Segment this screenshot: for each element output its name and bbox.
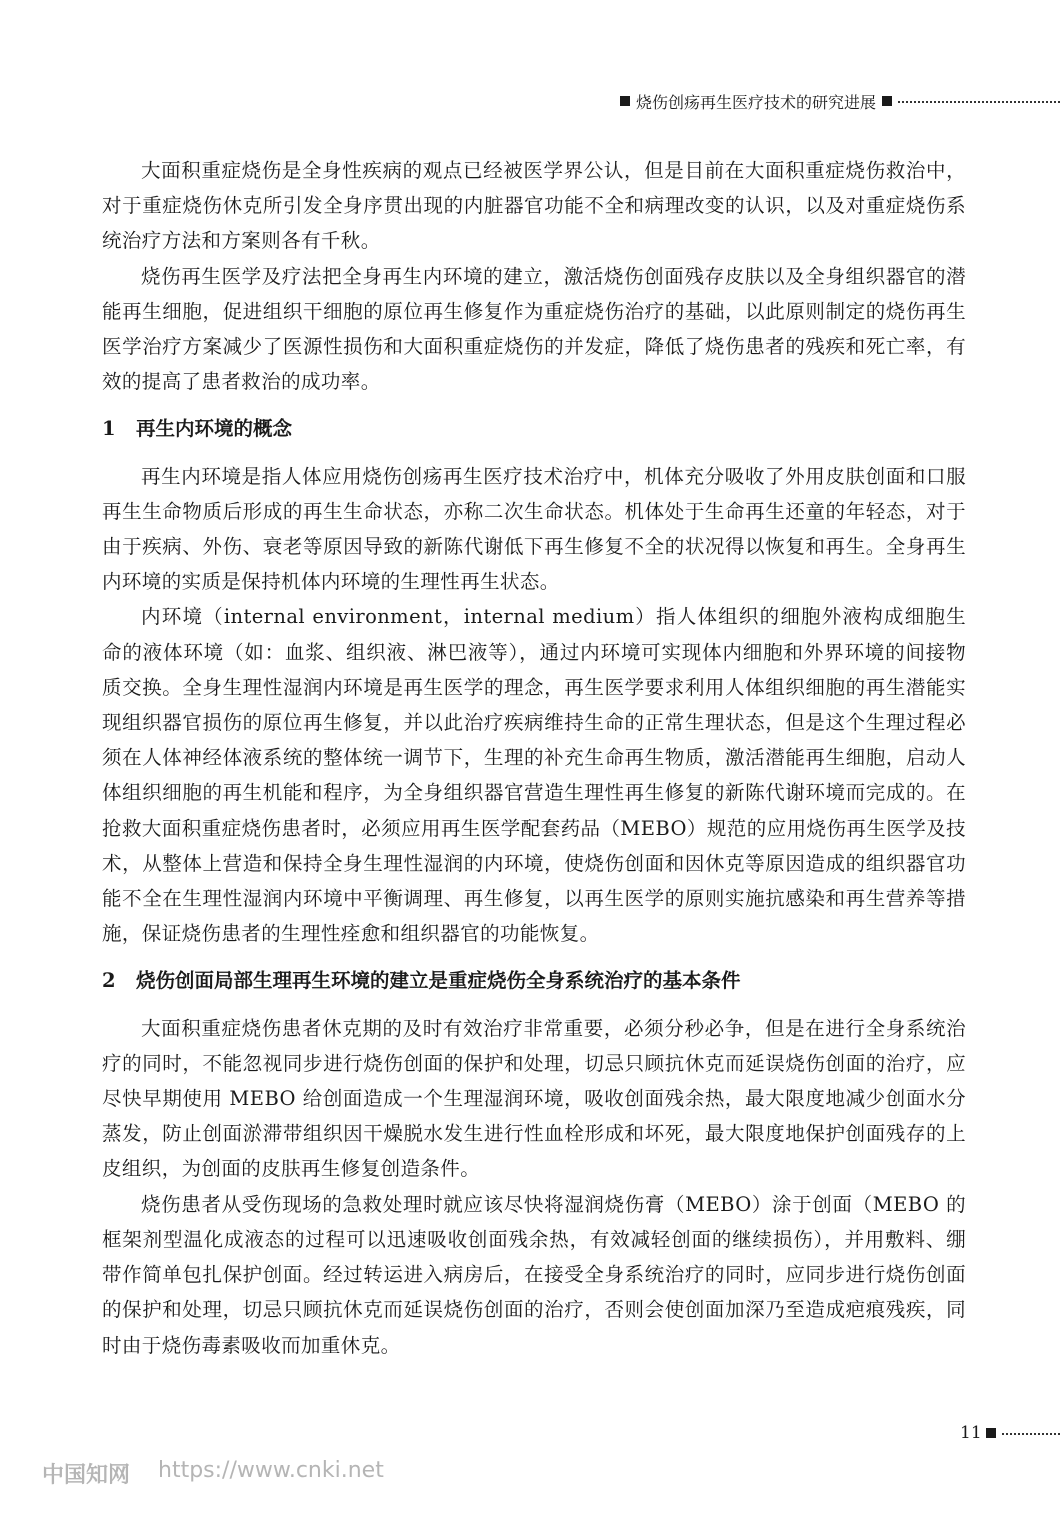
- page-number: 11: [960, 1423, 982, 1443]
- watermark-url: https://www.cnki.net: [158, 1458, 384, 1483]
- square-bullet-icon: [882, 96, 892, 106]
- page-footer: [960, 1420, 1060, 1446]
- page-body: [102, 153, 966, 1363]
- dotted-rule: [898, 101, 1060, 103]
- section-2-title: 烧伤创面局部生理再生环境的建立是重症烧伤全身系统治疗的基本条件: [136, 969, 741, 993]
- section-1-number: 1: [102, 417, 116, 441]
- section-2-heading: [102, 963, 966, 998]
- watermark: [42, 1458, 384, 1489]
- square-bullet-icon: [986, 1428, 996, 1438]
- section-1-title: 再生内环境的概念: [136, 417, 293, 441]
- square-bullet-icon: [620, 96, 630, 106]
- running-title: 烧伤创疡再生医疗技术的研究进展: [636, 92, 877, 112]
- section-1-heading: [102, 411, 966, 446]
- watermark-brand: 中国知网: [42, 1463, 131, 1488]
- section-1-paragraph-1: 再生内环境是指人体应用烧伤创疡再生医疗技术治疗中，机体充分吸收了外用皮肤创面和口服再生生命物质后形成的再生生命状态，亦称二次生命状态。机体处于生命再生还童的年轻态，对于由于疾病、外伤、衰老等原因导致的新陈代谢低下再生修复不全的状况得以恢复和再生。全身再生内环境的实质是保持机体内环境的生理性再生状态。: [102, 464, 966, 594]
- intro-paragraph-1: 大面积重症烧伤是全身性疾病的观点已经被医学界公认，但是目前在大面积重症烧伤救治中，对于重症烧伤休克所引发全身序贯出现的内脏器官功能不全和病理改变的认识，以及对重症烧伤系统治疗方法和方案则各有千秋。: [102, 159, 966, 253]
- section-2-paragraph-2: 烧伤患者从受伤现场的急救处理时就应该尽快将湿润烧伤膏（MEBO）涂于创面（MEBO 的框架剂型温化成液态的过程可以迅速吸收创面残余热，有效减轻创面的继续损伤），并用敷料、绷带作简单包扎保护创面。经过转运进入病房后，在接受全身系统治疗的同时，应同步进行烧伤创面的保护和处理，切忌只顾抗休克而延误烧伤创面的治疗，否则会使创面加深乃至造成疤痕残疾，同时由于烧伤毒素吸收而加重休克。: [102, 1192, 966, 1357]
- dotted-rule: [1002, 1433, 1060, 1435]
- section-2-paragraph-1: 大面积重症烧伤患者休克期的及时有效治疗非常重要，必须分秒必争，但是在进行全身系统治疗的同时，不能忽视同步进行烧伤创面的保护和处理，切忌只顾抗休克而延误烧伤创面的治疗，应尽快早期使用 MEBO 给创面造成一个生理湿润环境，吸收创面残余热，最大限度地减少创面水分蒸发，防止创面淤滞带组织因干燥脱水发生进行性血栓形成和坏死，最大限度地保护创面残存的上皮组织，为创面的皮肤再生修复创造条件。: [102, 1016, 966, 1181]
- running-header: [620, 86, 1060, 116]
- intro-paragraph-2: 烧伤再生医学及疗法把全身再生内环境的建立，激活烧伤创面残存皮肤以及全身组织器官的潜能再生细胞，促进组织干细胞的原位再生修复作为重症烧伤治疗的基础，以此原则制定的烧伤再生医学治疗方案减少了医源性损伤和大面积重症烧伤的并发症，降低了烧伤患者的残疾和死亡率，有效的提高了患者救治的成功率。: [102, 264, 966, 394]
- section-1-paragraph-2: 内环境（internal environment，internal medium）指人体组织的细胞外液构成细胞生命的液体环境（如：血浆、组织液、淋巴液等），通过内环境可实现体内细胞和外界环境的间接物质交换。全身生理性湿润内环境是再生医学的理念，再生医学要求利用人体组织细胞的再生潜能实现组织器官损伤的原位再生修复，并以此治疗疾病维持生命的正常生理状态，但是这个生理过程必须在人体神经体液系统的整体统一调节下，生理的补充生命再生物质，激活潜能再生细胞，启动人体组织细胞的再生机能和程序，为全身组织器官营造生理性再生修复的新陈代谢环境而完成的。在抢救大面积重症烧伤患者时，必须应用再生医学配套药品（MEBO）规范的应用烧伤再生医学及技术，从整体上营造和保持全身生理性湿润的内环境，使烧伤创面和因休克等原因造成的组织器官功能不全在生理性湿润内环境中平衡调理、再生修复，以再生医学的原则实施抗感染和再生营养等措施，保证烧伤患者的生理性痊愈和组织器官的功能恢复。: [102, 605, 966, 946]
- section-2-number: 2: [102, 969, 116, 993]
